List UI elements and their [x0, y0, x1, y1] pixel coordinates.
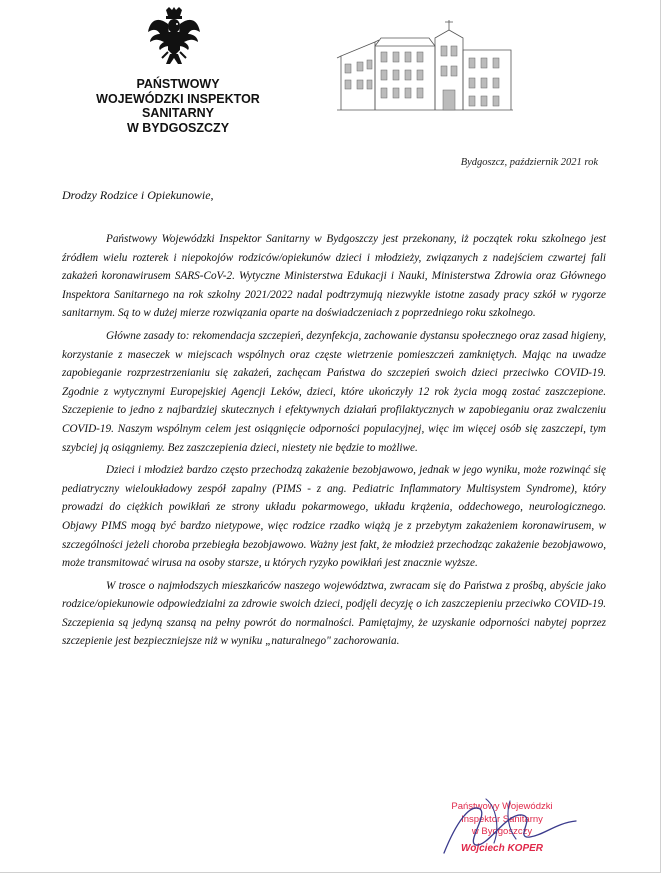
handwritten-signature-icon: [436, 793, 586, 871]
paragraph: Państwowy Wojewódzki Inspektor Sanitarny w Bydgoszczy jest przekonany, iż początek roku szkolnego jest źródłem wielu rozterek i niepokojów rodziców/opiekunów dzieci i młodzieży, związanych z nadejściem czwartej fali zakażeń koronawirusem SARS-CoV-2. Wytyczne Ministerstwa Edukacji i Nauki, Ministerstwa Zdrowia oraz Głównego Inspektora Sanitarnego na rok szkolny 2021/2022 nadal podtrzymują niezwykle istotne zasady pracy szkół w rygorze sanitarnym. Są to w dużej mierze rozwiązania oparte na doświadczeniach z poprzedniego roku szkolnego.: [62, 233, 606, 320]
institution-line-1: PAŃSTWOWY: [136, 77, 220, 91]
stamp-line-3: w Bydgoszczy: [471, 826, 533, 837]
institution-name: [60, 77, 296, 135]
paragraph: W trosce o najmłodszych mieszkańców naszego województwa, zwracam się do Państwa z prośbą, abyście jako rodzice/opiekunowie odpowiedzialni za zdrowie swoich dzieci, podjęli decyzję o ich zaszczepieniu przeciwko COVID-19. Szczepienia są jedyną szansą na pełny powrót do normalności. Pamiętajmy, że uzyskanie odporności nabytej poprzez szczepienie jest bezpieczniejsze niż w wyniku „naturalnego" zachorowania.: [62, 579, 606, 648]
institution-line-2: WOJEWÓDZKI INSPEKTOR: [96, 91, 260, 106]
letter-body: [62, 230, 606, 655]
stamp-line-2: Inspektor Sanitarny: [461, 813, 543, 825]
polish-eagle-emblem-icon: [146, 6, 202, 68]
building-illustration-icon: [335, 16, 515, 114]
institution-line-4: W BYDGOSZCZY: [126, 120, 230, 135]
letter-date: Bydgoszcz, październik 2021 rok: [460, 157, 598, 168]
stamp-line-1: Państwowy Wojewódzki: [451, 801, 553, 812]
institution-line-3: SANITARNY: [142, 106, 214, 120]
salutation: Drodzy Rodzice i Opiekunowie,: [62, 188, 214, 202]
stamp-name: Wojciech KOPER: [460, 842, 544, 854]
paragraph: Dzieci i młodzież bardzo często przechodzą zakażenie bezobjawowo, jednak w jego wyniku, może rozwinąć się pediatryczny wieloukładowy zespół zapalny (PIMS - z ang. Pediatric Inflammatory Multisystem Syndrome), który prowadzi do ciężkich powikłań ze strony układu pokarmowego, układu krążenia, oddechowego, neurologicznego. Objawy PIMS mogą być bardzo nietypowe, więc rodzice rzadko wiążą je z przebytym zakażeniem koronawirusem, w szczególności jeżeli choroba przebiegła bezobjawowo. Ważny jest fakt, że młodzież przechodząc zakażenie bezobjawowo, może transmitować wirusa na osoby starsze, u których ryzyko powikłań jest znacznie wyższe.: [62, 464, 606, 570]
paragraph: Główne zasady to: rekomendacja szczepień, dezynfekcja, zachowanie dystansu społecznego oraz zasad higieny, korzystanie z maseczek w miejscach wspólnych oraz częste wietrzenie pomieszczeń zamkniętych. Mając na uwadze zapobieganie rozprzestrzenianiu się zakażeń, zachęcam Państwa do szczepień swoich dzieci przeciwko COVID-19. Zgodnie z wytycznymi Europejskiej Agencji Leków, dzieci, które ukończyły 12 rok życia mogą zostać zaszczepione. Szczepienie to jedno z najbardziej skutecznych i efektywnych działań profilaktycznych w zapobieganiu oraz zwalczeniu COVID-19. Naszym wspólnym celem jest osiągnięcie odporności populacyjnej, więc im więcej osób się zaszczepi, tym szybciej ją osiągniemy. Bez zaszczepienia dzieci, niestety nie będzie to możliwe.: [62, 329, 606, 454]
